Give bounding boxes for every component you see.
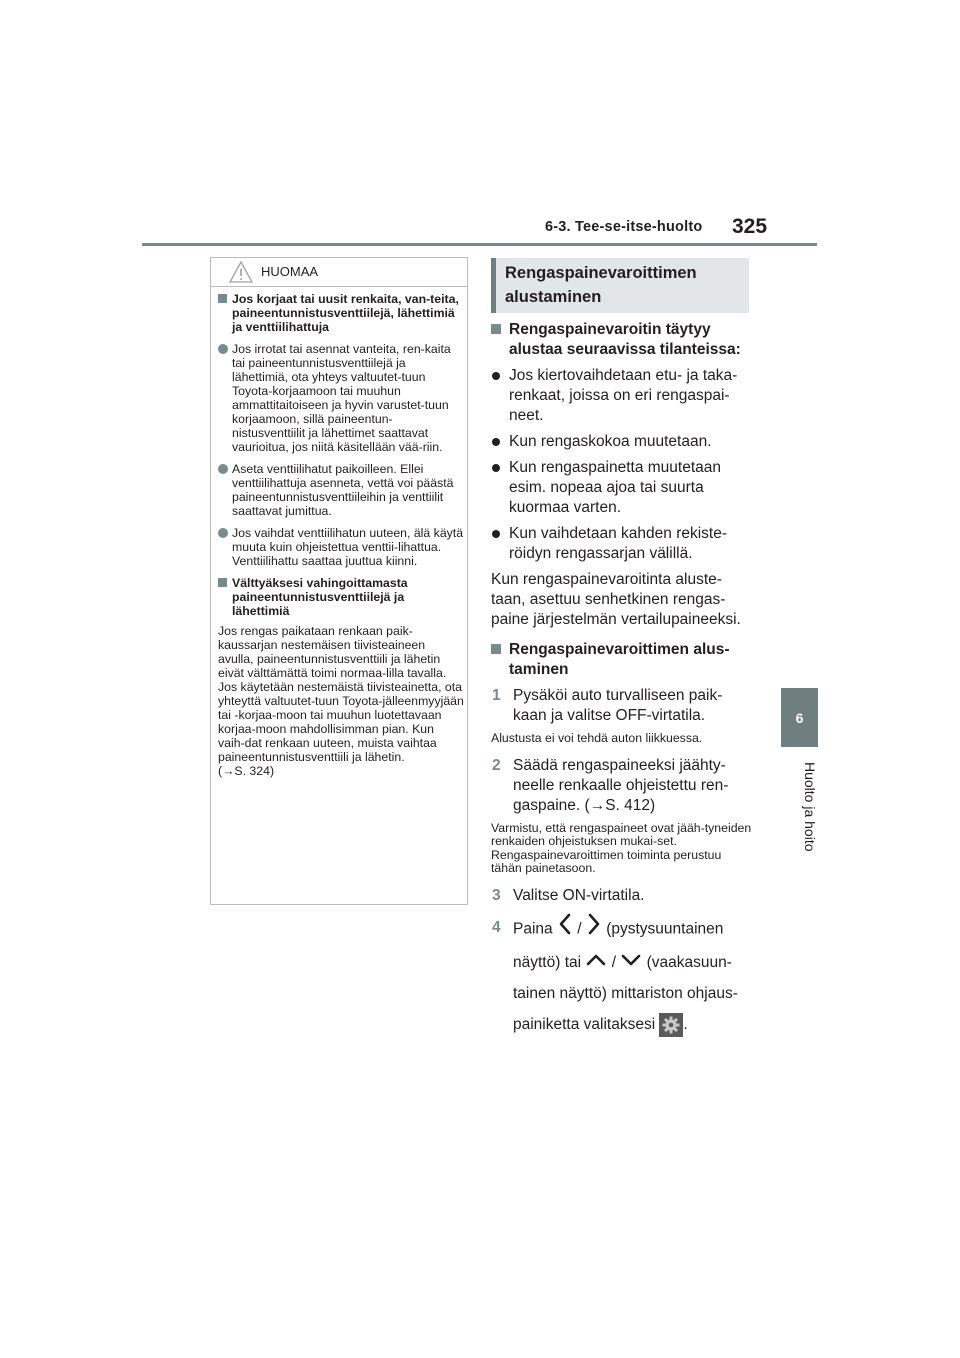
caution-title: HUOMAA <box>261 264 319 279</box>
caution-bullet-text: Jos vaihdat venttiilihatun uuteen, älä käytä muuta kuin ohjeistettua venttii-lihattua. Venttiilihattu saattaa juuttua kiinni. <box>232 526 464 568</box>
step-text: painiketta valitaksesi <box>513 1015 656 1033</box>
caution-heading-text: Jos korjaat tai uusit renkaita, van-teita, paineentunnistusventtiilejä, lähettimiä ja venttiilihattuja <box>232 292 459 334</box>
step-text: / <box>577 920 582 938</box>
caution-header <box>211 258 467 287</box>
caution-box <box>210 257 468 905</box>
list-item <box>491 458 753 518</box>
caution-bullet <box>218 462 464 518</box>
step-text: tainen näyttö) mittariston ohjaus- <box>513 984 738 1002</box>
step-item <box>491 912 753 1040</box>
bullet-dot-icon <box>492 530 500 538</box>
step-text: (pystysuuntainen <box>606 920 724 938</box>
settings-gear-icon <box>659 1013 683 1037</box>
list-item-text: Jos kiertovaihdetaan etu- ja taka-renkaat, joissa on eri rengaspai-neet. <box>509 367 738 424</box>
bullet-dot-icon <box>492 438 500 446</box>
subsection-heading <box>491 320 753 360</box>
page-number: 325 <box>732 215 768 238</box>
subsection-heading-text: Rengaspainevaroittimen alus-taminen <box>509 641 730 678</box>
step-text: Valitse ON-virtatila. <box>513 886 645 904</box>
page-reference: (→S. 324) <box>218 764 275 778</box>
caution-bullet <box>218 342 464 454</box>
chevron-down-icon <box>620 947 642 978</box>
bullet-dot-icon <box>492 372 500 380</box>
list-item-text: Kun rengaskokoa muutetaan. <box>509 433 712 450</box>
chevron-right-icon <box>586 912 602 947</box>
square-bullet-icon <box>218 294 227 303</box>
step-number: 4 <box>492 918 501 936</box>
step-number: 1 <box>492 687 501 704</box>
paragraph: Kun rengaspainevaroitinta aluste-taan, asettuu senhetkinen rengas-paine järjestelmän vertailupaineeksi. <box>491 571 741 628</box>
list-item-text: Kun rengaspainetta muutetaan esim. nopeaa ajoa tai suurta kuormaa varten. <box>509 459 721 516</box>
step-item <box>491 686 753 726</box>
caution-bullet-text: Jos irrotat tai asennat vanteita, ren-kaita tai paineentunnistusventtiilejä ja lähettimiä, ota yhteys valtuutet-tuun Toyota-korjaamoon tai muuhun ammattitaitoiseen ja hyvin varustet-tuun korjaamoon, sillä paineentun-nistusventtiilit ja lähettimet saattavat vaurioitua, jos niitä käsitellään vää-riin. <box>232 342 451 454</box>
list-item-text: Kun vaihdetaan kahden rekiste-röidyn rengassarjan välillä. <box>509 525 728 562</box>
bullet-dot-icon <box>492 464 500 472</box>
step-text: Paina <box>513 920 553 938</box>
circle-bullet-icon <box>218 344 228 354</box>
chapter-tab <box>781 688 818 747</box>
subsection-heading-text: Rengaspainevaroitin täytyy alustaa seuraavissa tilanteissa: <box>509 321 741 358</box>
subsection-heading <box>491 640 753 680</box>
circle-bullet-icon <box>218 528 228 538</box>
list-item <box>491 366 753 426</box>
warning-triangle-icon <box>229 261 253 288</box>
step-text: näyttö) tai <box>513 953 582 971</box>
section-title: Rengaspainevaroittimen alustaminen <box>505 264 697 306</box>
caution-paragraph: Jos rengas paikataan renkaan paik-kaussarjan nestemäisen tiivisteaineen avulla, paineentunnistusventtiili ja lähetin eivät välttämättä toimi normaa-lilla tavalla. Jos käytetään nestemäistä tiivisteainetta, ota yhteyttä valtuutet-tuun Toyota-jälleenmyyjään tai -korjaa-moon tai muuhun luotettavaan korjaa-moon mahdollisimman pian. Kun vaih-dat renkaan uuteen, muista vaihtaa paineentunnistusventtiili ja lähetin. <box>218 624 464 764</box>
chevron-left-icon <box>557 912 573 947</box>
square-bullet-icon <box>218 578 227 587</box>
chevron-up-icon <box>585 947 607 978</box>
step-text: / <box>611 953 616 971</box>
header-divider <box>142 243 817 246</box>
step-text: (vaakasuun- <box>646 953 732 971</box>
step-item <box>491 756 753 816</box>
chapter-number: 6 <box>795 709 804 726</box>
step-number: 2 <box>492 756 501 774</box>
step-item <box>491 886 753 906</box>
main-content <box>491 320 753 1040</box>
list-item <box>491 432 753 452</box>
caution-heading-text: Välttyäksesi vahingoittamasta paineentunnistusventtiilejä ja lähettimiä <box>232 576 408 618</box>
caution-heading <box>218 576 464 618</box>
caution-bullet-text: Aseta venttiilihatut paikoilleen. Ellei venttiilihattuja asenneta, vettä voi päästä paineentunnistusventtiileihin ja venttiilit saattavat jumittua. <box>232 462 454 518</box>
caution-heading <box>218 292 464 334</box>
square-bullet-icon <box>491 324 501 334</box>
caution-content <box>218 292 464 778</box>
caution-bullet <box>218 526 464 568</box>
list-item <box>491 524 753 564</box>
section-header: 6-3. Tee-se-itse-huolto <box>545 219 703 235</box>
section-title-box <box>491 258 749 313</box>
step-note: Alustusta ei voi tehdä auton liikkuessa. <box>491 731 703 745</box>
section-accent-bar <box>491 258 496 313</box>
step-number: 3 <box>492 886 501 904</box>
square-bullet-icon <box>491 644 501 654</box>
step-text: Säädä rengaspaineeksi jäähty-neelle renkaalle ohjeistettu ren-gaspaine. (→S. 412) <box>513 756 729 814</box>
circle-bullet-icon <box>218 464 228 474</box>
step-note: Varmistu, että rengaspaineet ovat jääh-tyneiden renkaiden ohjeistuksen mukai-set. Rengaspainevaroittimen toiminta perustuu tähän painetasoon. <box>491 820 752 875</box>
step-text: Pysäköi auto turvalliseen paik-kaan ja valitse OFF-virtatila. <box>513 687 723 724</box>
step-text: . <box>683 1015 688 1033</box>
chapter-label: Huolto ja hoito <box>802 762 818 852</box>
